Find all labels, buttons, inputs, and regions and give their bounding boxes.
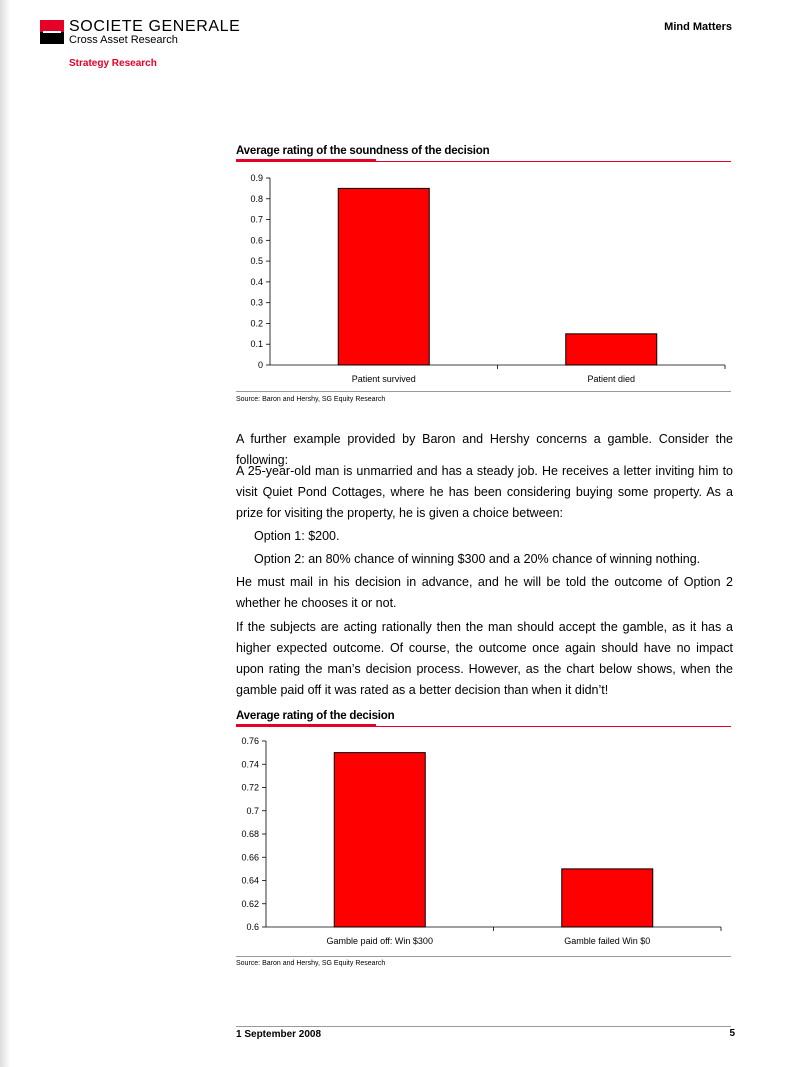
societe-generale-logo xyxy=(40,20,64,44)
footer-date: 1 September 2008 xyxy=(236,1029,322,1040)
x-category-label: Gamble paid off: Win $300 xyxy=(326,936,433,946)
y-tick-label: 0.68 xyxy=(241,829,259,839)
paragraph-rational: If the subjects are acting rationally then the man should accept the gamble, as it has a higher expected outcome. Of course, the outcome once again should have no impact upon rating the man’s decision process. However, as the chart below shows, when the gamble paid off it was rated as a better decision than when it didn’t! xyxy=(236,620,733,697)
figure1-title: Average rating of the soundness of the decision xyxy=(236,145,490,157)
y-tick-label: 0.7 xyxy=(246,805,259,816)
y-tick-label: 0.66 xyxy=(241,852,259,863)
y-tick-label: 0.3 xyxy=(250,297,263,308)
y-tick-label: 0.8 xyxy=(250,193,263,204)
y-tick-label: 0.76 xyxy=(241,736,259,746)
figure1-title-accent xyxy=(236,159,376,162)
option-1: Option 1: $200. xyxy=(254,529,340,543)
y-tick-label: 0.62 xyxy=(241,898,259,909)
figure2-title: Average rating of the decision xyxy=(236,710,395,722)
brand-name: SOCIETE GENERALE xyxy=(69,18,241,35)
footer-rule xyxy=(236,1026,731,1027)
bar-1 xyxy=(338,188,429,365)
section-label: Strategy Research xyxy=(69,58,157,69)
x-category-label: Gamble failed Win $0 xyxy=(564,936,651,946)
bar-2 xyxy=(562,869,653,927)
y-tick-label: 0.2 xyxy=(250,318,263,329)
bar-2 xyxy=(566,334,657,365)
y-tick-label: 0.5 xyxy=(250,256,263,267)
y-tick-label: 0 xyxy=(257,360,263,370)
y-tick-label: 0.9 xyxy=(250,173,263,183)
paragraph-mail: He must mail in his decision in advance, and he will be told the outcome of Option 2 whether he chooses it or not. xyxy=(236,575,733,610)
figure2-source: Source: Baron and Hershy, SG Equity Research xyxy=(236,960,386,967)
y-tick-label: 0.74 xyxy=(241,759,259,770)
figure1-bottom-rule xyxy=(236,391,731,392)
y-tick-label: 0.6 xyxy=(246,922,259,932)
bar-1 xyxy=(334,753,425,927)
page-number: 5 xyxy=(729,1028,735,1039)
paragraph-intro: A further example provided by Baron and Hershy concerns a gamble. Consider the following: xyxy=(236,432,733,467)
figure2-chart xyxy=(230,733,730,953)
body-paragraph-3 xyxy=(236,617,733,701)
body-paragraph-2 xyxy=(236,461,733,614)
option-2: Option 2: an 80% chance of winning $300 and a 20% chance of winning nothing. xyxy=(254,552,701,566)
page-edge-shadow xyxy=(0,0,10,1067)
figure2-bottom-rule xyxy=(236,956,731,957)
y-tick-label: 0.6 xyxy=(250,235,263,246)
x-category-label: Patient survived xyxy=(351,374,416,384)
series-title: Mind Matters xyxy=(664,21,732,33)
y-tick-label: 0.4 xyxy=(250,276,263,287)
y-tick-label: 0.64 xyxy=(241,875,259,886)
brand-subtitle: Cross Asset Research xyxy=(69,34,178,46)
y-tick-label: 0.72 xyxy=(241,782,259,793)
figure1-chart xyxy=(230,168,730,390)
y-tick-label: 0.7 xyxy=(250,214,263,225)
paragraph-scenario: A 25-year-old man is unmarried and has a steady job. He receives a letter inviting him to visit Quiet Pond Cottages, where he has been considering buying some property. As a prize for visiting the property, he is given a choice between: xyxy=(236,464,733,520)
figure2-title-accent xyxy=(236,724,376,727)
y-tick-label: 0.1 xyxy=(250,339,263,350)
figure1-source: Source: Baron and Hershy, SG Equity Research xyxy=(236,396,386,403)
x-category-label: Patient died xyxy=(587,374,636,384)
